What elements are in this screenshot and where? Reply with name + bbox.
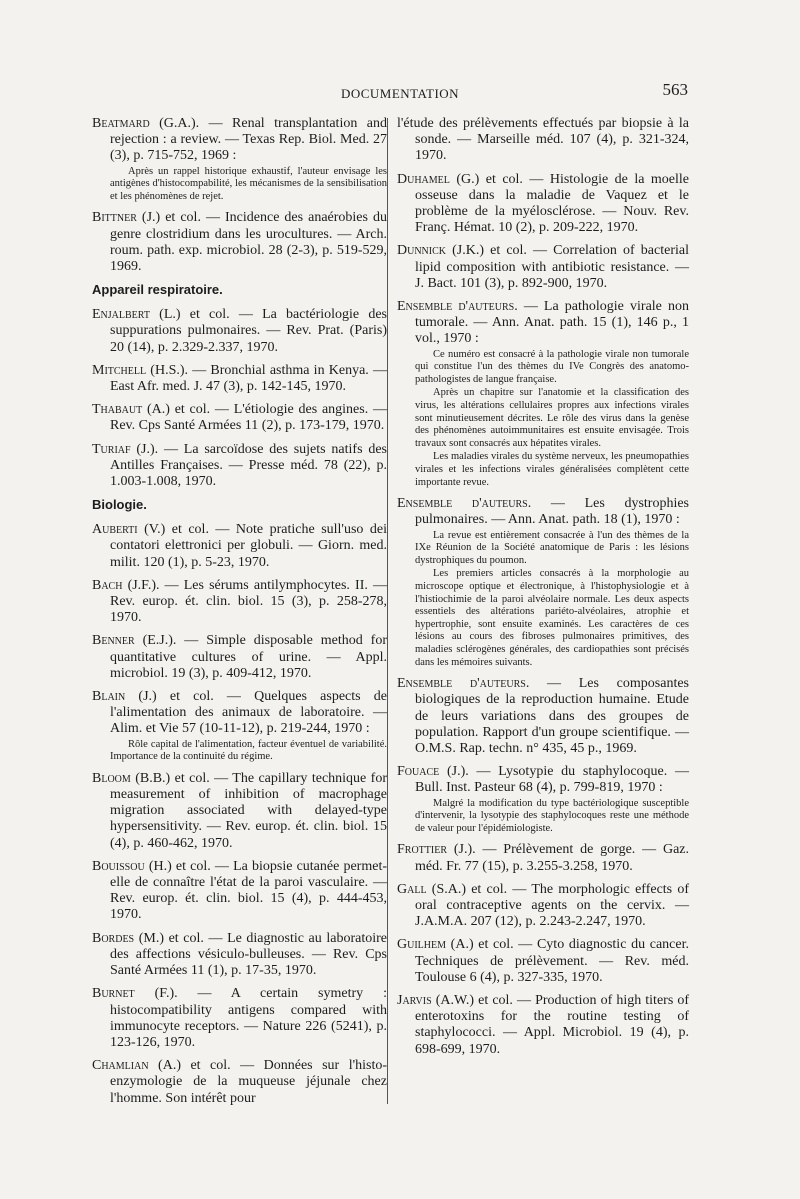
reference-text: (A.) et col. — Cyto diagnostic du cancer. Techniques de prélèvement. — Rev. méd. Toulouse 6 (4), p. 327-335, 1970. — [415, 937, 689, 985]
page-number: 563 — [662, 80, 688, 99]
reference-entry — [92, 986, 387, 1051]
section-heading: Biologie. — [92, 497, 147, 513]
reference-text: l'étude des prélèvements effectués par biopsie à la sonde. — Marseille méd. 107 (4), p. 321-324, 1970. — [397, 116, 689, 164]
reference-author: Duhamel — [397, 171, 450, 187]
reference-author: Burnet — [92, 986, 135, 1002]
reference-author: Guilhem — [397, 937, 446, 953]
reference-entry — [397, 496, 689, 669]
reference-author: Blain — [92, 689, 126, 705]
reference-annotation: La revue est entièrement consacrée à l'un des thèmes de la IXe Réunion de la Société anatomique de Paris : les lésions dystrophiques du poumon. — [415, 529, 689, 566]
reference-text: (J.) et col. — Incidence des anaérobies du genre clostridium dans les urocultures. — Arch. roum. path. exp. microbiol. 28 (2-3), p. 519-529, 1969. — [110, 210, 387, 274]
reference-entry — [397, 764, 689, 835]
reference-annotation: Les premiers articles consacrés à la morphologie au microscope optique et électronique, à l'histophysiologie et à l'histiochimie de la paroi alvéolaire normale. Les deux aspects essentiels des altérations pariéto-alvéolaires, atrophie et hypertrophie, sont ensuite examinés. Les caractères de ces lésions au cours des fibroses pulmonaires primitives, des maladies sclérogènes générales, des cardiopathies sont précisés dans les mémoires suivants. — [415, 568, 689, 668]
reference-text: (M.) et col. — Le diagnostic au laboratoire des affections vésiculo-bulleuses. — Rev. Cps Santé Armées 11 (1), p. 17-35, 1970. — [110, 930, 387, 979]
reference-entry — [92, 1058, 387, 1107]
reference-annotation: Malgré la modification du type bactériologique susceptible d'intervenir, la lysotypie des staphylocoques reste une méthode de valeur pour l'épidémiologiste. — [415, 797, 689, 834]
reference-author: Ensemble d'auteurs — [397, 496, 528, 512]
reference-author: Ensemble d'auteurs — [397, 299, 515, 315]
reference-entry — [397, 299, 689, 489]
reference-entry — [397, 842, 689, 874]
reference-annotation: Après un rappel historique exhaustif, l'auteur envisage les antigènes d'histocompabilité, les mécanismes de la sensibilisation et les phénomènes de rejet. — [110, 165, 387, 202]
reference-author: Gall — [397, 881, 427, 897]
reference-text: (A.) et col. — L'étiologie des angines. — Rev. Cps Santé Armées 11 (2), p. 173-179, 1970. — [110, 402, 387, 434]
reference-text: (F.). — A certain symetry : histocompatibility antigens compared with immunocyte receptors. — Nature 226 (5241), p. 123-126, 1970. — [110, 986, 387, 1050]
reference-author: Jarvis — [397, 992, 432, 1008]
reference-entry — [92, 931, 387, 980]
reference-entry — [92, 210, 387, 275]
reference-author: Frottier — [397, 842, 448, 858]
reference-author: Dunnick — [397, 243, 446, 259]
reference-author: Beatmard — [92, 116, 150, 131]
reference-text: (S.A.) et col. — The morphologic effects of oral contraceptive agents on the cervix. — J.A.M.A. 207 (12), p. 2.243-2.247, 1970. — [415, 881, 689, 930]
reference-text: . — Les dystrophies pulmonaires. — Ann. Anat. path. 18 (1), 1970 : — [415, 496, 689, 528]
reference-text: (L.) et col. — La bactériologie des suppurations pulmonaires. — Rev. Prat. (Paris) 20 (14), p. 2.329-2.337, 1970. — [110, 307, 387, 355]
reference-entry — [92, 307, 387, 356]
reference-entry — [92, 402, 387, 434]
reference-annotation: Les maladies virales du système nerveux, les pneumopathies virales et les infections virales généralisées complètent cette importante revue. — [415, 451, 689, 488]
reference-author: Turiaf — [92, 441, 131, 457]
reference-entry — [92, 442, 387, 491]
reference-entry — [92, 633, 387, 682]
reference-author: Ensemble d'auteurs — [397, 676, 526, 692]
reference-entry — [397, 882, 689, 931]
reference-author: Bach — [92, 577, 123, 593]
reference-entry — [92, 859, 387, 924]
reference-text: (V.) et col. — Note pratiche sull'uso dei contatori elettronici per globuli. — Giorn. med. milit. 120 (1), p. 5-23, 1970. — [110, 522, 387, 570]
reference-text: (J.K.) et col. — Correlation of bacterial lipid composition with antibiotic resistance. — J. Bact. 101 (3), p. 892-900, 1970. — [415, 243, 689, 291]
column-divider — [387, 118, 388, 1104]
reference-text: (H.S.). — Bronchial asthma in Kenya. — East Afr. med. J. 47 (3), p. 142-145, 1970. — [110, 362, 387, 395]
reference-text: (H.) et col. — La biopsie cutanée permet-elle de connaître l'état de la paroi vasculaire. — Rev. europ. ét. clin. biol. 15 (4), p. 444-453, 1970. — [110, 858, 387, 923]
section-heading: Appareil respiratoire. — [92, 282, 223, 298]
reference-text: (A.W.) et col. — Production of high titers of enterotoxins for the routine testing of staphylococci. — Appl. Microbiol. 19 (4), p. 698-699, 1970. — [415, 992, 689, 1057]
reference-author: Chamlian — [92, 1058, 149, 1074]
reference-text: (G.A.). — Renal transplantation and rejection : a review. — Texas Rep. Biol. Med. 27 (3), p. 715-752, 1969 : — [110, 116, 387, 164]
running-header: DOCUMENTATION — [340, 86, 460, 101]
reference-author: Mitchell — [92, 362, 147, 378]
reference-text: (G.) et col. — Histologie de la moelle osseuse dans la maladie de Vaquez et le problème de la myélosclérose. — Nouv. Rev. Franç. Hémat. 10 (2), p. 209-222, 1970. — [415, 171, 689, 236]
reference-text: (J.). — Lysotypie du staphylocoque. — Bull. Inst. Pasteur 68 (4), p. 799-819, 1970 : — [415, 764, 689, 796]
reference-text: (E.J.). — Simple disposable method for quantitative cultures of urine. — Appl. microbiol. 19 (3), p. 409-412, 1970. — [110, 633, 387, 681]
reference-annotation: Ce numéro est consacré à la pathologie virale non tumorale qui constitue l'un des thèmes du IVe Congrès des anatomo-pathologistes de langue française. — [415, 348, 689, 385]
reference-text: (B.B.) et col. — The capillary technique for measurement of inhibition of macrophage migration associated with delayed-type hypersensitivity. — Rev. europ. ét. clin. biol. 15 (4), p. 460-462, 1970. — [110, 770, 387, 851]
reference-entry — [397, 676, 689, 757]
reference-author: Benner — [92, 633, 135, 649]
reference-author: Thabaut — [92, 402, 143, 418]
reference-entry — [92, 116, 387, 203]
reference-entry — [92, 578, 387, 627]
reference-author: Auberti — [92, 522, 138, 538]
reference-text: . — La pathologie virale non tumorale. — Ann. Anat. path. 15 (1), 146 p., 1 vol., 1970 : — [415, 299, 689, 347]
reference-text: (J.). — Prélèvement de gorge. — Gaz. méd. Fr. 77 (15), p. 3.255-3.258, 1970. — [415, 842, 689, 874]
reference-text: (J.) et col. — Quelques aspects de l'alimentation des animaux de laboratoire. — Alim. et Vie 57 (10-11-12), p. 219-244, 1970 : — [110, 689, 387, 737]
reference-entry — [397, 243, 689, 292]
reference-entry — [92, 522, 387, 571]
reference-author: Bouissou — [92, 858, 145, 874]
reference-text: (A.) et col. — Données sur l'histo-enzymologie de la muqueuse jéjunale chez l'homme. Son intérêt pour — [110, 1058, 387, 1106]
reference-entry — [397, 993, 689, 1058]
left-column — [92, 116, 387, 1107]
reference-author: Enjalbert — [92, 307, 150, 323]
right-column — [397, 116, 689, 1058]
reference-text: (J.F.). — Les sérums antilymphocytes. II. — Rev. europ. ét. clin. biol. 15 (3), p. 258-278, 1970. — [110, 577, 387, 626]
reference-text: . — Les composantes biologiques de la reproduction humaine. Etude de leurs variations dans des groupes de population. Rapport d'un groupe scientifique. — O.M.S. Rap. techn. n° 435, 45 p., 1969. — [415, 676, 689, 756]
reference-entry — [92, 771, 387, 852]
reference-continuation — [397, 116, 689, 165]
reference-author: Fouace — [397, 764, 440, 780]
reference-text: (J.). — La sarcoïdose des sujets natifs des Antilles Françaises. — Presse méd. 78 (22), p. 1.003-1.008, 1970. — [110, 441, 387, 490]
reference-author: Bordes — [92, 930, 135, 946]
reference-entry — [397, 937, 689, 986]
reference-annotation: Après un chapitre sur l'anatomie et la classification des virus, les altérations cellulaires propres aux infections virales sont minutieusement décrites. Le rôle des virus dans la genèse des phénomènes autoimmunitaires est ensuite envisagée. Trois travaux sont consacrés aux hépatites virales. — [415, 387, 689, 449]
reference-annotation: Rôle capital de l'alimentation, facteur éventuel de variabilité. Importance de la continuité du régime. — [110, 738, 387, 763]
reference-entry — [397, 172, 689, 237]
reference-author: Bloom — [92, 770, 131, 786]
reference-author: Bittner — [92, 210, 137, 226]
reference-entry — [92, 689, 387, 764]
reference-entry — [92, 363, 387, 395]
